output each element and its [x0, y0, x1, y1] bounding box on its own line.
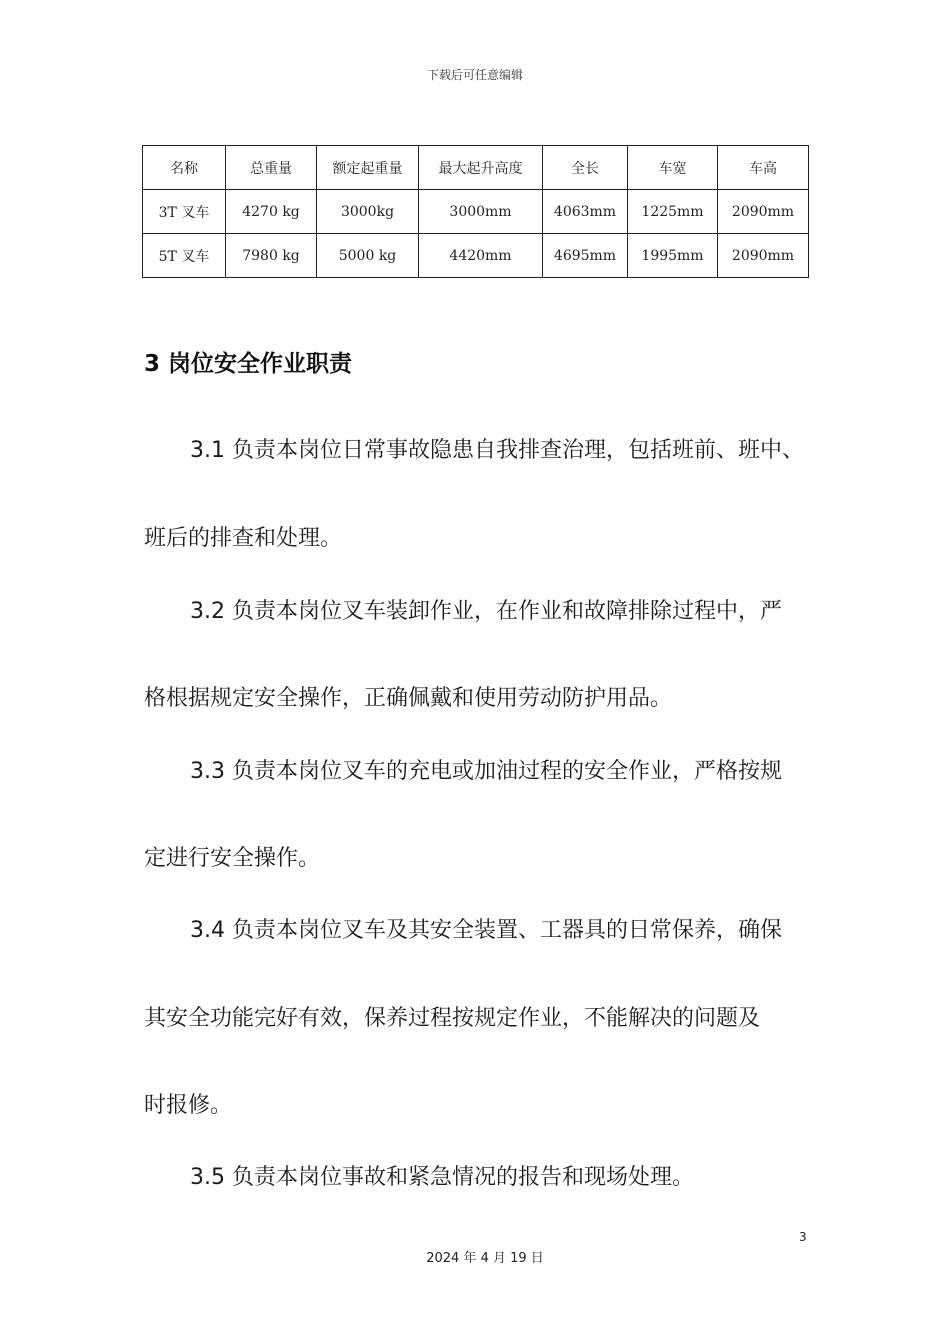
table-cell: 5T 叉车 — [143, 234, 226, 278]
table-cell: 4270 kg — [226, 190, 317, 234]
table-cell: 1225mm — [628, 190, 718, 234]
paragraph-line: 3.4 负责本岗位叉车及其安全装置、工器具的日常保养，确保 — [190, 918, 782, 943]
section-title: 3 岗位安全作业职责 — [144, 351, 353, 377]
table-row — [143, 190, 809, 234]
paragraph-line: 格根据规定安全操作，正确佩戴和使用劳动防护用品。 — [144, 686, 673, 711]
table-cell: 2090mm — [718, 190, 809, 234]
paragraph-line: 3.2 负责本岗位叉车装卸作业，在作业和故障排除过程中，严 — [190, 599, 782, 624]
paragraph-line: 时报修。 — [144, 1093, 233, 1118]
table-header-row — [143, 146, 809, 190]
paragraph-line: 其安全功能完好有效，保养过程按规定作业，不能解决的问题及 — [144, 1006, 761, 1031]
column-header: 全长 — [543, 146, 628, 190]
column-header: 总重量 — [226, 146, 317, 190]
table-row — [143, 234, 809, 278]
table-cell: 3000kg — [317, 190, 419, 234]
page-header: 下载后可任意编辑 — [426, 68, 523, 82]
footer-date: 2024 年 4 月 19 日 — [426, 1251, 544, 1266]
table-cell: 5000 kg — [317, 234, 419, 278]
table-cell: 4695mm — [543, 234, 628, 278]
column-header: 额定起重量 — [317, 146, 419, 190]
table-cell: 1995mm — [628, 234, 718, 278]
paragraph-line: 3.5 负责本岗位事故和紧急情况的报告和现场处理。 — [190, 1165, 694, 1190]
column-header: 名称 — [143, 146, 226, 190]
paragraph-line: 3.3 负责本岗位叉车的充电或加油过程的安全作业，严格按规 — [190, 759, 782, 784]
table-cell: 2090mm — [718, 234, 809, 278]
table-cell: 3T 叉车 — [143, 190, 226, 234]
paragraph-line: 定进行安全操作。 — [144, 846, 321, 871]
column-header: 车高 — [718, 146, 809, 190]
table-cell: 7980 kg — [226, 234, 317, 278]
table-cell: 4420mm — [419, 234, 543, 278]
paragraph-line: 3.1 负责本岗位日常事故隐患自我排查治理，包括班前、班中、 — [190, 438, 804, 463]
table-cell: 3000mm — [419, 190, 543, 234]
table-cell: 4063mm — [543, 190, 628, 234]
column-header: 车宽 — [628, 146, 718, 190]
page-number: 3 — [799, 1230, 807, 1244]
paragraph-line: 班后的排查和处理。 — [144, 526, 343, 551]
column-header: 最大起升高度 — [419, 146, 543, 190]
forklift-spec-table — [142, 145, 809, 278]
